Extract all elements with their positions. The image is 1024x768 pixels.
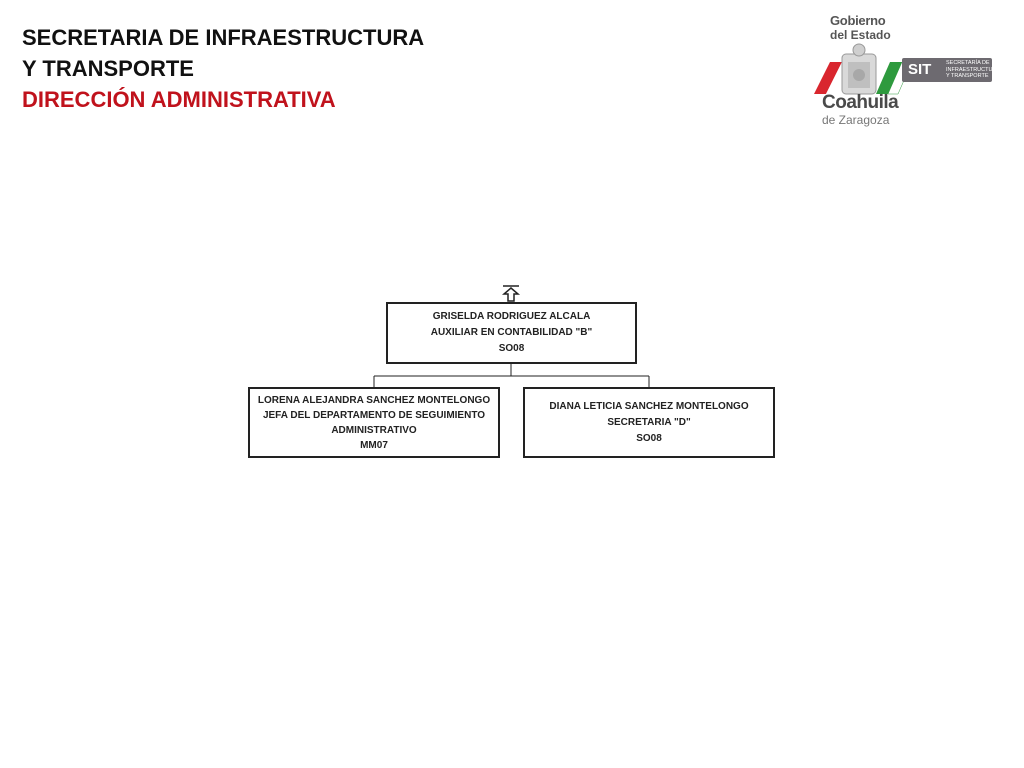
logo-gobierno-text: Gobierno xyxy=(830,13,886,28)
org-node-auxiliar-contabilidad xyxy=(386,302,637,364)
node-name: LORENA ALEJANDRA SANCHEZ MONTELONGO xyxy=(257,394,491,406)
node-position-line-2: ADMINISTRATIVO xyxy=(331,424,417,436)
logo-zaragoza-text: de Zaragoza xyxy=(822,113,890,127)
node-code: SO08 xyxy=(498,343,525,354)
sit-label: SIT xyxy=(908,61,932,78)
node-position: SECRETARIA "D" xyxy=(607,416,691,428)
org-node-secretaria xyxy=(523,387,775,458)
title-line-2: Y TRANSPORTE xyxy=(22,56,194,81)
node-code: SO08 xyxy=(636,432,662,444)
logo-coahuila-text: Coahuila xyxy=(822,92,899,113)
title-line-1: SECRETARIA DE INFRAESTRUCTURA xyxy=(22,25,425,50)
node-name: GRISELDA RODRIGUEZ ALCALA xyxy=(432,311,591,322)
sit-description: SECRETARÍA DE INFRAESTRUCTURA Y TRANSPORTE xyxy=(946,60,1000,79)
title-line-3: DIRECCIÓN ADMINISTRATIVA xyxy=(22,87,336,112)
node-position-line-1: JEFA DEL DEPARTAMENTO DE SEGUIMIENTO xyxy=(262,409,486,421)
node-name: DIANA LETICIA SANCHEZ MONTELONGO xyxy=(549,400,749,412)
logo-del-estado-text: del Estado xyxy=(830,28,891,42)
up-arrow-icon xyxy=(503,286,519,301)
node-code: MM07 xyxy=(360,439,388,451)
org-node-jefa-departamento xyxy=(248,387,500,458)
node-position: AUXILIAR EN CONTABILIDAD "B" xyxy=(430,327,593,338)
